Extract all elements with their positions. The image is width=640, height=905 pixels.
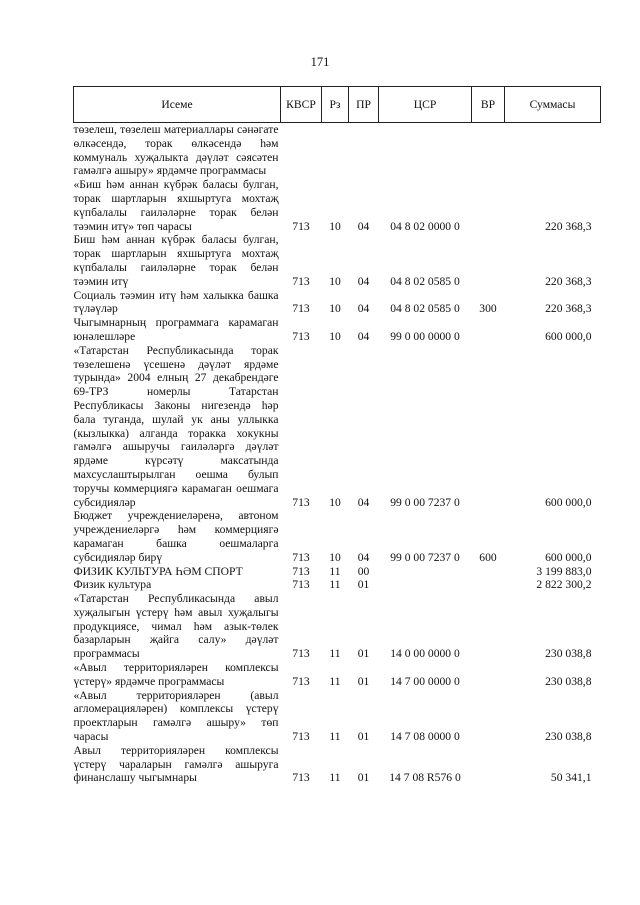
row-rz: 11 [329,647,341,661]
row-pr: 04 [357,219,370,233]
row-csr [379,578,472,592]
table-row [74,178,601,233]
row-rz: 11 [329,771,341,785]
row-pr: 04 [357,274,370,288]
row-sum: 230 038,8 [545,730,592,744]
row-sum: 600 000,0 [545,550,592,564]
row-pr: 04 [357,329,370,343]
row-pr: 04 [357,302,370,316]
row-sum: 600 000,0 [545,495,592,509]
row-csr: 99 0 00 7237 0 [390,495,460,509]
row-sum: 2 822 300,2 [536,578,592,592]
row-name: ФИЗИК КУЛЬТУРА ҺӘМ СПОРТ [73,564,243,578]
row-name: «Авыл территорияләрен (авыл агломерацияләрен) комплексы үстерү проектларын гамәлгә ашыру» төп чарасы [73,688,279,744]
row-kvsr: 713 [292,674,310,688]
row-kvsr: 713 [292,274,310,288]
row-vr [472,344,505,510]
row-csr [379,123,472,179]
table-row [74,344,601,510]
row-vr [472,578,505,592]
row-pr: 01 [357,771,370,785]
row-kvsr [281,123,322,179]
row-csr: 99 0 00 0000 0 [390,329,460,343]
row-vr [472,233,505,288]
table-row [74,592,601,661]
table-row [74,233,601,288]
row-sum: 220 368,3 [545,302,592,316]
row-csr: 99 0 00 7237 0 [390,550,460,564]
table-row [74,744,601,785]
table-row [74,661,601,689]
row-kvsr: 713 [292,495,310,509]
row-name: төзелеш, төзелеш материаллары сәнәгате өлкәсендә, торак өлкәсендә һәм коммуналь хуҗалыкта дәүләт сәясәтен гамәлгә ашыру» ярдәмче программасы [73,123,279,178]
header-sum: Суммасы [505,87,601,123]
row-kvsr: 713 [292,771,310,785]
row-kvsr: 713 [292,730,310,744]
row-name: Физик культура [73,578,152,592]
row-csr: 04 8 02 0000 0 [390,219,460,233]
row-name: «Биш һәм аннан күбрәк баласы булган, торак шартларын яхшыртуга мохтаҗ күпбалалы гаиләләрне торак белән тәэмин итү» төп чарасы [73,178,279,233]
row-sum: 50 341,1 [550,771,592,785]
header-csr: ЦСР [379,87,472,123]
table-row [74,565,601,579]
row-rz: 10 [329,274,341,288]
row-csr: 04 8 02 0585 0 [390,302,460,316]
table-row [74,123,601,179]
row-csr: 14 0 00 0000 0 [390,647,460,661]
row-rz: 10 [329,495,341,509]
row-name: «Татарстан Республикасында авыл хуҗалыгын үстерү һәм авыл хуҗалыгы продукциясе, чимал һәм азык-төлек базарларын җайга салу» дәүләт программасы [73,592,279,661]
row-kvsr: 713 [292,578,310,592]
row-rz: 10 [329,219,341,233]
row-pr: 00 [357,564,370,578]
table-body [74,123,601,786]
header-vr: ВР [472,87,505,123]
row-sum: 600 000,0 [545,329,592,343]
header-rz: Рз [322,87,349,123]
row-csr [379,565,472,579]
row-vr [472,178,505,233]
table-header [74,87,601,123]
row-name: Социаль тәэмин итү һәм халыкка башка түләүләр [73,288,279,316]
row-sum [505,123,601,179]
row-pr: 01 [357,674,370,688]
row-name: Чыгымнарның программага карамаган юнәлешләре [73,316,279,343]
row-kvsr: 713 [292,302,310,316]
header-kvsr: КВСР [281,87,322,123]
row-sum: 220 368,3 [545,219,592,233]
table-row [74,316,601,344]
row-name: «Авыл территорияләрен комплексы үстерү» ярдәмче программасы [73,661,279,688]
row-vr [472,689,505,744]
row-pr: 01 [357,647,370,661]
table-row [74,289,601,317]
header-name: Исеме [74,87,281,123]
row-vr [472,316,505,344]
row-rz: 10 [329,550,341,564]
row-rz [322,123,349,179]
row-csr: 14 7 08 0000 0 [390,730,460,744]
row-kvsr: 713 [292,564,310,578]
table-row [74,578,601,592]
row-rz: 11 [329,730,341,744]
row-vr [472,565,505,579]
row-csr: 04 8 02 0585 0 [390,274,460,288]
row-pr: 01 [357,578,370,592]
row-rz: 10 [329,329,341,343]
row-sum: 3 199 883,0 [536,564,592,578]
row-sum: 230 038,8 [545,647,592,661]
row-pr [349,123,379,179]
row-sum: 220 368,3 [545,274,592,288]
header-pr: ПР [349,87,379,123]
row-vr [472,123,505,179]
row-name: Биш һәм аннан күбрәк баласы булган, торак шартларын яхшыртуга мохтаҗ күпбалалы гаиләләрне торак белән тәэмин итү [73,233,279,288]
row-vr [472,661,505,689]
row-rz: 10 [329,302,341,316]
row-kvsr: 713 [292,219,310,233]
row-pr: 04 [357,495,370,509]
row-rz: 11 [329,578,341,592]
row-vr: 300 [479,302,497,316]
row-vr [472,592,505,661]
row-kvsr: 713 [292,329,310,343]
row-csr: 14 7 08 R576 0 [389,771,461,785]
row-pr: 01 [357,730,370,744]
row-vr: 600 [479,550,497,564]
row-sum: 230 038,8 [545,674,592,688]
table-row [74,509,601,564]
row-pr: 04 [357,550,370,564]
row-rz: 11 [329,564,341,578]
row-vr [472,744,505,785]
row-kvsr: 713 [292,647,310,661]
row-name: Авыл территорияләрен комплексы үстерү чараларын гамәлгә ашыруга финанслашу чыгымнары [73,743,279,785]
row-csr: 14 7 00 0000 0 [390,674,460,688]
table-row [74,689,601,744]
page-number: 171 [310,55,330,69]
row-name: Бюджет учреждениеләренә, автоном учреждениеләргә һәм коммерциягә карамаган башка оешмаларга субсидияләр бирү [73,509,279,564]
row-name: «Татарстан Республикасында торак төзелешенә үсешенә дәүләт ярдәме турында» 2004 елның 27 декабрендәге 69-ТРЗ номерлы Татарстан Республикасы Законы нигезендә һәр бала туганда, шулай ук аны уллыкка (кызлыкка) алганда торакка хокукны гамәлгә ашыручы гаиләләргә дәүләт ярдәме күрсәтү максатында махсуслаштырылган оешма булып торучы коммерциягә карамаган оешмага субсидияләр [73,343,279,509]
budget-table [73,86,601,785]
row-rz: 11 [329,674,341,688]
row-kvsr: 713 [292,550,310,564]
